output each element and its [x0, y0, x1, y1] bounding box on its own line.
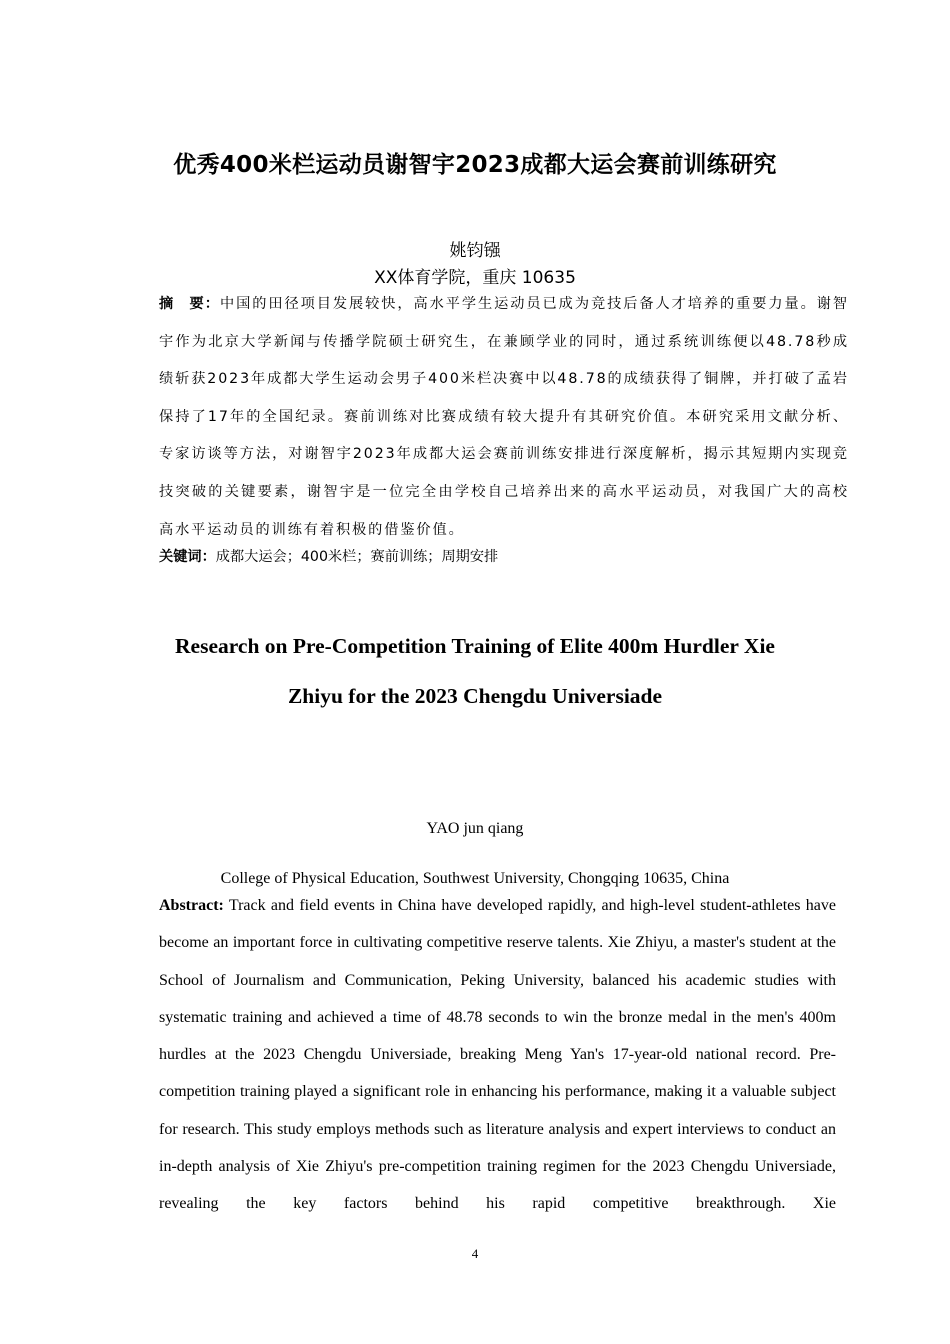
english-title-line-1: Research on Pre-Competition Training of Elite 400m Hurdler Xie	[175, 634, 775, 658]
english-abstract-text: Track and field events in China have developed rapidly, and high-level student-athletes have become an important force in cultivating competitive reserve talents. Xie Zhiyu, a master's student at the School of Journalism and Communication, Peking University, balanced his academic studies with systematic training and achieved a time of 48.78 seconds to win the bronze medal in the men's 400m hurdles at the 2023 Chengdu Universiade, breaking Meng Yan's 17-year-old national record. Pre-competition training played a significant role in enhancing his performance, making it a valuable subject for research. This study employs methods such as literature analysis and expert interviews to conduct an in-depth analysis of Xie Zhiyu's pre-competition training regimen for the 2023 Chengdu Universiade, revealing the key factors behind his rapid competitive breakthrough. Xie	[159, 897, 836, 1213]
chinese-title: 优秀400米栏运动员谢智宇2023成都大运会赛前训练研究	[173, 152, 777, 178]
chinese-keywords-label: 关键词：	[159, 549, 216, 565]
chinese-abstract	[159, 286, 849, 549]
chinese-keywords	[159, 544, 849, 570]
chinese-abstract-label: 摘 要：	[159, 296, 220, 312]
english-title-line-2: Zhiyu for the 2023 Chengdu Universiade	[287, 684, 663, 708]
page-number: 4	[471, 1246, 479, 1261]
english-affiliation: College of Physical Education, Southwest University, Chongqing 10635, China	[220, 870, 730, 887]
chinese-keywords-text: 成都大运会；400米栏；赛前训练；周期安排	[215, 549, 499, 565]
english-author: YAO jun qiang	[426, 820, 524, 837]
english-title	[150, 621, 800, 721]
chinese-affiliation: XX体育学院，重庆 10635	[374, 268, 576, 288]
english-abstract	[159, 887, 836, 1223]
chinese-author: 姚钧镪	[449, 241, 501, 261]
chinese-abstract-text: 中国的田径项目发展较快，高水平学生运动员已成为竞技后备人才培养的重要力量。谢智宇作为北京大学新闻与传播学院硕士研究生，在兼顾学业的同时，通过系统训练便以48.78秒成绩斩获2023年成都大学生运动会男子400米栏决赛中以48.78的成绩获得了铜牌，并打破了孟岩保持了17年的全国纪录。赛前训练对比赛成绩有较大提升有其研究价值。本研究采用文献分析、专家访谈等方法，对谢智宇2023年成都大运会赛前训练安排进行深度解析，揭示其短期内实现竞技突破的关键要素，谢智宇是一位完全由学校自己培养出来的高水平运动员，对我国广大的高校高水平运动员的训练有着积极的借鉴价值。	[159, 296, 849, 538]
english-abstract-label: Abstract:	[159, 897, 224, 914]
